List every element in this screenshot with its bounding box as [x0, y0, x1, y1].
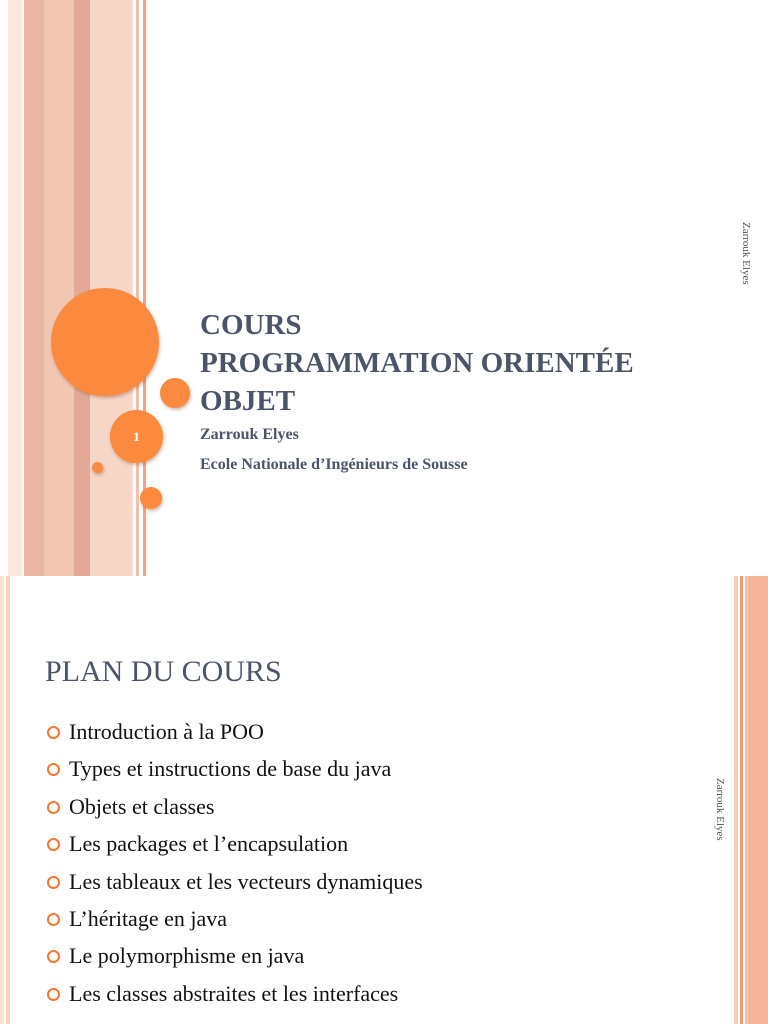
title-line: COURS [200, 309, 302, 341]
circle-bullet-icon [47, 801, 60, 814]
circle-bullet-icon [47, 838, 60, 851]
circle-bullet-icon [47, 726, 60, 739]
list-item-label: Les classes abstraites et les interfaces [69, 980, 399, 1006]
circle-bullet-icon [47, 913, 60, 926]
list-item [46, 750, 423, 787]
title-line: OBJET [200, 385, 296, 417]
list-item-label: Types et instructions de base du java [69, 756, 392, 782]
decor-stripe [44, 0, 74, 576]
circle-bullet-icon [47, 763, 60, 776]
list-item [46, 788, 423, 825]
side-author-label: Zarrouk Elyes [714, 778, 726, 841]
list-item-label: Les tableaux et les vecteurs dynamiques [69, 868, 423, 894]
decor-stripe [8, 0, 22, 576]
list-item [46, 825, 423, 862]
list-item [46, 900, 423, 937]
slide-heading: PLAN DU COURS [45, 655, 282, 688]
decor-stripe [130, 0, 133, 576]
list-item-label: Les packages et l’encapsulation [69, 831, 349, 857]
slide-number: 1 [133, 428, 140, 444]
side-author-label: Zarrouk Elyes [740, 222, 752, 285]
decor-stripe [734, 576, 738, 1024]
author-name: Zarrouk Elyes [200, 426, 299, 443]
decor-stripe [24, 0, 44, 576]
list-item-label: Le polymorphisme en java [69, 943, 305, 969]
plan-slide [0, 576, 768, 1024]
decor-circle-large [51, 288, 159, 396]
decor-stripe [740, 576, 743, 1024]
course-outline-list [46, 713, 423, 1012]
decor-circle-tiny [92, 462, 103, 473]
decor-stripe [749, 576, 768, 1024]
circle-bullet-icon [47, 988, 60, 1001]
list-item [46, 975, 423, 1012]
list-item [46, 713, 423, 750]
list-item-label: Objets et classes [69, 793, 215, 819]
list-item-label: Introduction à la POO [69, 719, 264, 744]
circle-bullet-icon [47, 876, 60, 889]
list-item [46, 863, 423, 900]
decor-circle-small [140, 487, 162, 509]
decor-stripe [74, 0, 90, 576]
decor-stripe [6, 576, 10, 1024]
slide-title [200, 306, 634, 420]
decor-stripe [136, 0, 139, 576]
title-line: PROGRAMMATION ORIENTÉE [200, 347, 634, 379]
circle-bullet-icon [47, 950, 60, 963]
list-item-label: L’héritage en java [69, 905, 227, 931]
institution-name: Ecole Nationale d’Ingénieurs de Sousse [200, 456, 468, 473]
decor-stripe [0, 576, 4, 1024]
decor-circle-small [160, 378, 190, 408]
list-item [46, 937, 423, 974]
